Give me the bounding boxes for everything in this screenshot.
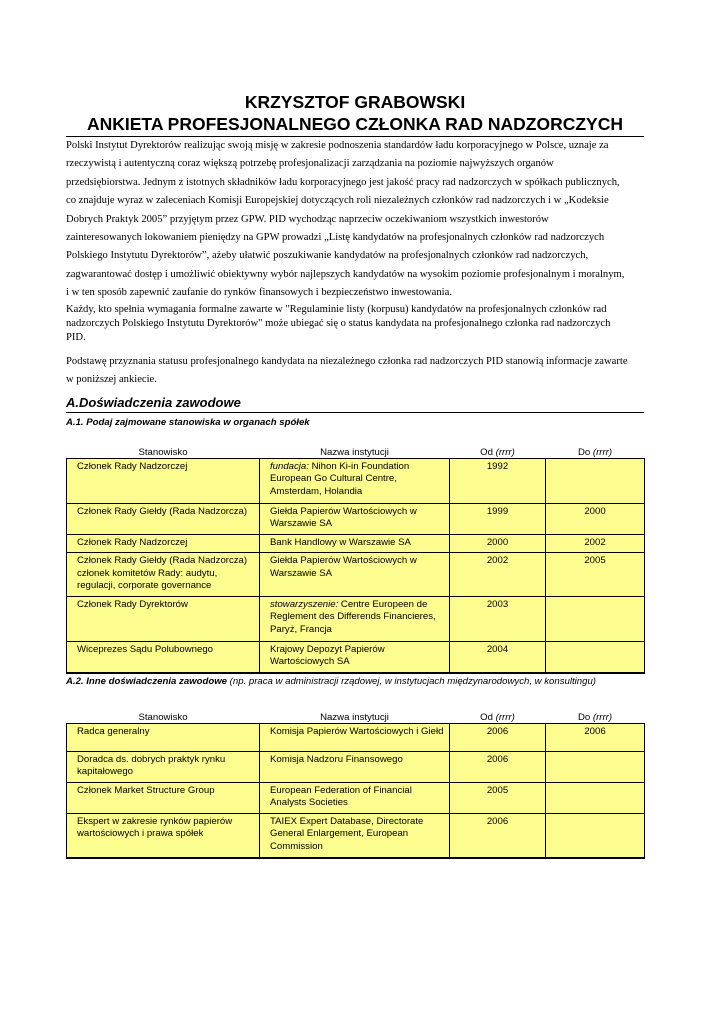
intro-paragraph-2	[66, 303, 644, 345]
from-year-cell: 2004	[450, 641, 546, 673]
institution-cell: Komisja Nadzoru Finansowego	[260, 751, 450, 782]
table-row	[67, 503, 645, 534]
a2-title: A.2. Inne doświadczenia zawodowe (np. praca w administracji rządowej, w instytucjach międzynarodowych, w konsultingu)	[66, 675, 596, 687]
text-line: przedsiębiorstwa. Jednym z istotnych składników ładu korporacyjnego jest jakość pracy rad nadzorczych w spółkach publicznych,	[66, 176, 620, 188]
text-line: Każdy, kto spełnia wymagania formalne zawarte w "Regulaminie listy (korpusu) kandydatów na profesjonalnych członków rad	[66, 303, 607, 315]
to-year-cell	[546, 458, 645, 503]
text-line: Dobrych Praktyk 2005” przyjętym przez GPW. PID wychodząc naprzeciw oczekiwaniom wszystkich inwestorów	[66, 213, 549, 225]
institution-cell: Bank Handlowy w Warszawie SA	[260, 534, 450, 553]
column-header-institution: Nazwa instytucji	[320, 711, 389, 723]
from-year-cell: 2000	[450, 534, 546, 553]
text-line: zagwarantować dostęp i umożliwić obiektywny wybór najlepszych kandydatów na wysokim poziomie profesjonalnym i moralnym,	[66, 268, 625, 280]
text-line: rzeczywistą i autentyczną coraz większą potrzebę profesjonalizacji zarządzania na poziomie najwyższych organów	[66, 158, 554, 170]
to-year-cell	[546, 641, 645, 673]
to-year-cell	[546, 782, 645, 813]
column-header-to: Do (rrrr)	[577, 711, 613, 723]
text-line: nadzorczych Polskiego Instytutu Dyrektorów" może ubiegać się o status kandydata na profesjonalnego członka rad nadzorczych	[66, 317, 611, 329]
institution-cell: TAIEX Expert Database, Directorate General Enlargement, European Commission	[260, 813, 450, 858]
to-year-cell: 2006	[546, 723, 645, 751]
position-cell: Członek Rady Dyrektorów	[67, 596, 260, 641]
position-cell: Ekspert w zakresie rynków papierów wartościowych i prawa spółek	[67, 813, 260, 858]
institution-cell: stowarzyszenie: Centre Europeen de Reglement des Differends Financieres, Paryż, Francja	[260, 596, 450, 641]
table-row	[67, 782, 645, 813]
table-row	[67, 723, 645, 751]
survey-page	[66, 0, 644, 859]
table-row	[67, 534, 645, 553]
to-year-cell	[546, 813, 645, 858]
table-row	[67, 596, 645, 641]
table-row	[67, 751, 645, 782]
from-year-cell: 2006	[450, 813, 546, 858]
text-line: w poniższej ankiecie.	[66, 373, 157, 385]
from-year-cell: 1992	[450, 458, 546, 503]
from-year-cell: 2002	[450, 553, 546, 597]
position-cell: Członek Rady Nadzorczej	[67, 534, 260, 553]
institution-cell: Giełda Papierów Wartościowych w Warszawie SA	[260, 503, 450, 534]
table-header-row	[67, 708, 645, 724]
column-header-from: Od (rrrr)	[480, 446, 515, 458]
from-year-cell: 1999	[450, 503, 546, 534]
other-experience-table	[66, 708, 645, 859]
text-line: PID.	[66, 331, 86, 343]
institution-cell: European Federation of Financial Analysts Societies	[260, 782, 450, 813]
institution-cell: Giełda Papierów Wartościowych w Warszawie SA	[260, 553, 450, 597]
a2-note: (np. praca w administracji rządowej, w instytucjach międzynarodowych, w konsultingu)	[229, 675, 596, 687]
from-year-cell: 2006	[450, 723, 546, 751]
text-line: Podstawę przyznania statusu profesjonalnego kandydata na niezależnego członka rad nadzorczych PID stanowią informacje zawarte	[66, 355, 628, 367]
text-line: Polskiego Instytutu Dyrektorów”, ażeby ułatwić poszukiwanie kandydatów na profesjonalnych członków rad nadzorczych,	[66, 250, 589, 262]
column-header-from: Od (rrrr)	[480, 711, 515, 723]
text-line: zainteresowanych lokowaniem pieniędzy na GPW prowadzi „Listę kandydatów na profesjonalnych członków rad nadzorczych	[66, 232, 605, 244]
from-year-cell: 2006	[450, 751, 546, 782]
to-year-cell: 2005	[546, 553, 645, 597]
to-year-cell	[546, 751, 645, 782]
intro-paragraph-3	[66, 353, 644, 389]
position-cell: Członek Rady Nadzorczej	[67, 458, 260, 503]
to-year-cell: 2002	[546, 534, 645, 553]
person-name: KRZYSZTOF GRABOWSKI	[244, 92, 466, 112]
column-header-position: Stanowisko	[138, 711, 188, 723]
section-divider	[66, 412, 644, 413]
column-header-position: Stanowisko	[138, 446, 188, 458]
from-year-cell: 2005	[450, 782, 546, 813]
column-header-institution: Nazwa instytucji	[320, 446, 389, 458]
to-year-cell	[546, 596, 645, 641]
text-line: i w ten sposób zapewnić zaufanie do rynków finansowych i bezpieczeństwo inwestowania.	[66, 287, 452, 299]
intro-text	[66, 137, 644, 389]
text-line: co znajduje wyraz w zaleceniach Komisji Europejskiej dotyczących roli niezależnych członków rad nadzorczych i w „Kodeksie	[66, 195, 609, 207]
board-positions-table	[66, 443, 645, 674]
position-cell: Radca generalny	[67, 723, 260, 751]
to-year-cell: 2000	[546, 503, 645, 534]
from-year-cell: 2003	[450, 596, 546, 641]
column-header-to: Do (rrrr)	[577, 446, 613, 458]
text-line: Polski Instytut Dyrektorów realizując swoją misję w zakresie podnoszenia standardów ładu korporacyjnego w Polsce, uznaje za	[66, 140, 609, 151]
position-cell: Członek Rady Giełdy (Rada Nadzorcza)	[67, 503, 260, 534]
table-row	[67, 641, 645, 673]
position-cell: Członek Market Structure Group	[67, 782, 260, 813]
document-title: ANKIETA PROFESJONALNEGO CZŁONKA RAD NADZORCZYCH	[86, 114, 623, 134]
table-row	[67, 813, 645, 858]
intro-paragraph-1	[66, 137, 644, 303]
institution-cell: Komisja Papierów Wartościowych i Giełd	[260, 723, 450, 751]
position-cell: Członek Rady Giełdy (Rada Nadzorcza) członek komitetów Rady: audytu, regulacji, corporate governance	[67, 553, 260, 597]
table-row	[67, 458, 645, 503]
section-a-title: A.Doświadczenia zawodowe	[66, 394, 241, 410]
table-header-row	[67, 443, 645, 459]
institution-cell: fundacja: Nihon Ki-in Foundation European Go Cultural Centre, Amsterdam, Holandia	[260, 458, 450, 503]
position-cell: Wiceprezes Sądu Polubownego	[67, 641, 260, 673]
institution-cell: Krajowy Depozyt Papierów Wartościowych SA	[260, 641, 450, 673]
a1-title: A.1. Podaj zajmowane stanowiska w organach spółek	[66, 416, 310, 428]
table-row	[67, 553, 645, 597]
position-cell: Doradca ds. dobrych praktyk rynku kapitałowego	[67, 751, 260, 782]
